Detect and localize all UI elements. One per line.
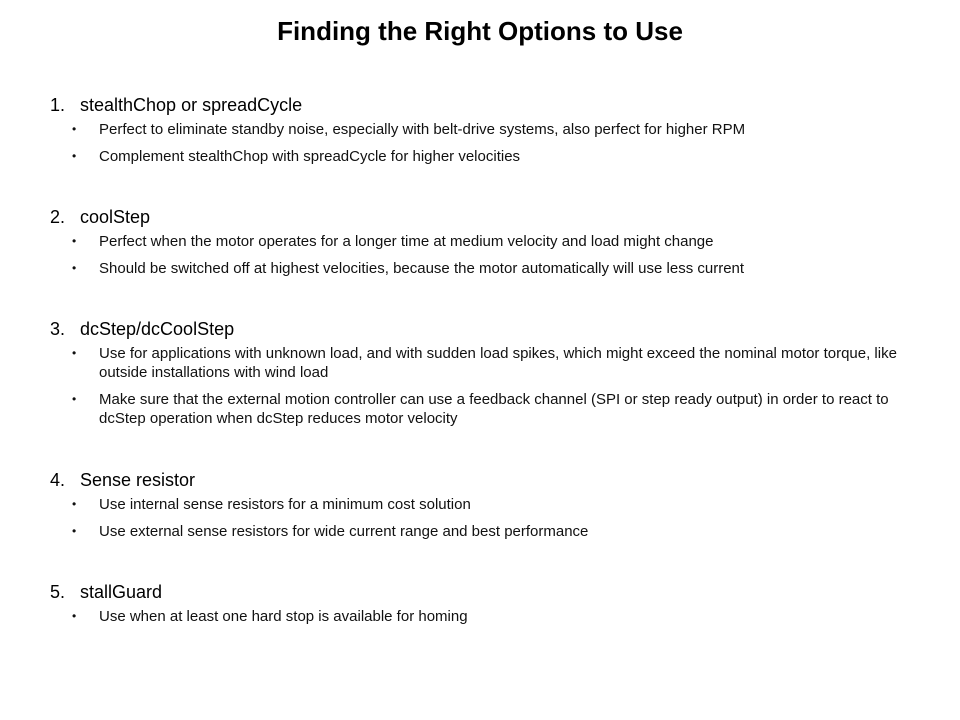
bullet-text: Perfect when the motor operates for a longer time at medium velocity and load might change (99, 233, 714, 250)
bullet-list (50, 232, 910, 278)
section-3 (50, 318, 910, 436)
bullet-text: Use for applications with unknown load, and with sudden load spikes, which might exceed the nominal motor torque, like outside installations with wind load (99, 345, 897, 381)
section-number: 1. (50, 95, 66, 115)
bullet-text: Make sure that the external motion controller can use a feedback channel (SPI or step ready output) in order to react to dcStep operation when dcStep reduces motor velocity (99, 391, 889, 427)
section-heading (50, 206, 910, 228)
bullet-item (50, 147, 910, 166)
bullet-list (50, 120, 910, 166)
bullet-list (50, 607, 910, 626)
bullet-icon: • (72, 524, 77, 538)
section-heading (50, 581, 910, 603)
section-number: 3. (50, 319, 66, 339)
section-number: 5. (50, 582, 66, 602)
bullet-item (50, 522, 910, 541)
section-5 (50, 581, 910, 634)
bullet-list (50, 344, 910, 428)
bullet-icon: • (72, 122, 77, 136)
section-heading (50, 469, 910, 491)
section-2 (50, 206, 910, 286)
bullet-item (50, 495, 910, 514)
bullet-icon: • (72, 149, 77, 163)
slide-title: Finding the Right Options to Use (277, 16, 683, 46)
bullet-text: Should be switched off at highest velocities, because the motor automatically will use less current (99, 260, 745, 277)
bullet-item (50, 120, 910, 139)
bullet-text: Use when at least one hard stop is available for homing (99, 608, 468, 625)
bullet-item (50, 259, 910, 278)
bullet-icon: • (72, 497, 77, 511)
bullet-item (50, 607, 910, 626)
section-heading (50, 318, 910, 340)
bullet-text: Complement stealthChop with spreadCycle for higher velocities (99, 148, 521, 165)
bullet-text: Perfect to eliminate standby noise, especially with belt-drive systems, also perfect for higher RPM (99, 121, 746, 138)
bullet-icon: • (72, 234, 77, 248)
section-title: stealthChop or spreadCycle (80, 95, 303, 115)
section-title: Sense resistor (80, 470, 196, 490)
bullet-text: Use internal sense resistors for a minimum cost solution (99, 496, 471, 513)
bullet-icon: • (72, 392, 77, 406)
bullet-icon: • (72, 609, 77, 623)
section-title: coolStep (80, 207, 151, 227)
section-4 (50, 469, 910, 549)
bullet-list (50, 495, 910, 541)
bullet-icon: • (72, 261, 77, 275)
bullet-text: Use external sense resistors for wide current range and best performance (99, 523, 589, 540)
section-title: stallGuard (80, 582, 163, 602)
section-1 (50, 94, 910, 174)
section-number: 2. (50, 207, 66, 227)
bullet-item (50, 390, 910, 428)
section-number: 4. (50, 470, 66, 490)
bullet-item (50, 344, 910, 382)
section-heading (50, 94, 910, 116)
bullet-icon: • (72, 346, 77, 360)
bullet-item (50, 232, 910, 251)
section-title: dcStep/dcCoolStep (80, 319, 235, 339)
